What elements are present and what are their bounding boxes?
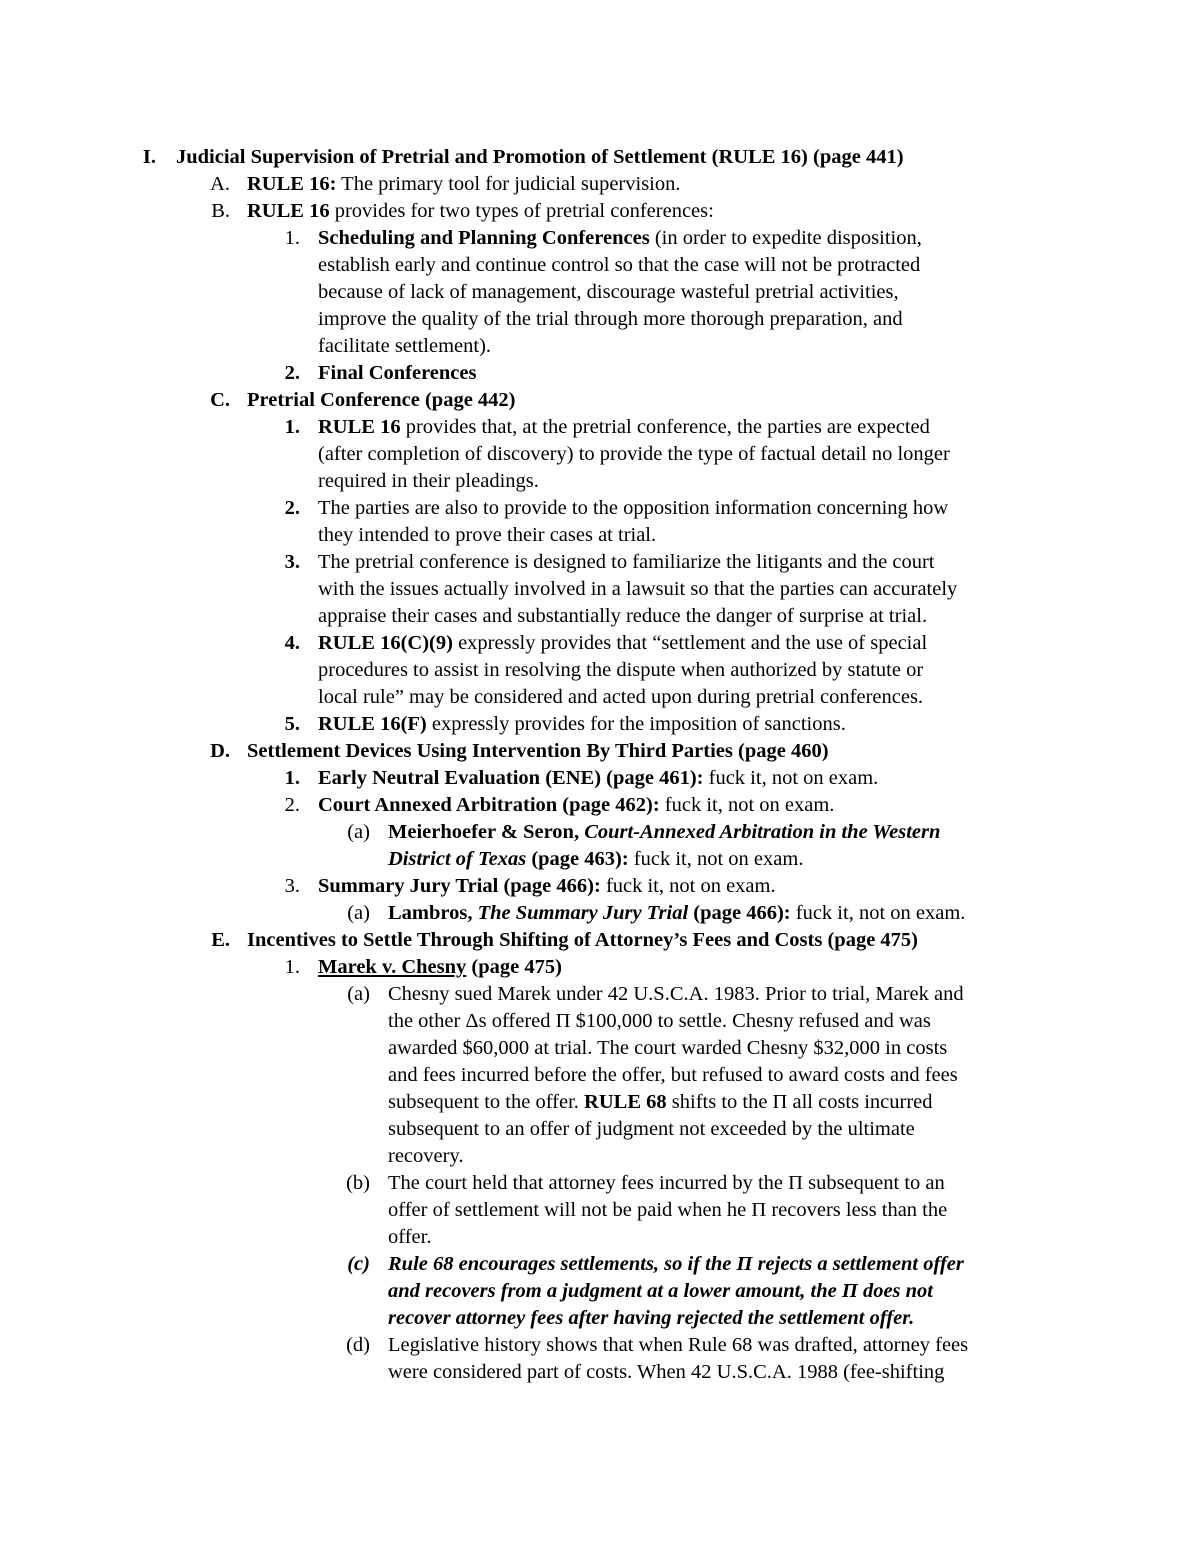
item-B1-line: because of lack of management, discourage wasteful pretrial activities, xyxy=(318,281,899,303)
item-D2a-line: District of Texas (page 463): fuck it, not on exam. xyxy=(388,848,804,870)
item-C3-line: appraise their cases and substantially reduce the danger of surprise at trial. xyxy=(318,605,928,627)
section-C-heading: Pretrial Conference (page 442) xyxy=(247,389,516,411)
item-D2-line: Court Annexed Arbitration (page 462): fuck it, not on exam. xyxy=(318,794,835,816)
item-C4-line: RULE 16(C)(9) expressly provides that “settlement and the use of special xyxy=(318,632,928,654)
item-E1d-line: Legislative history shows that when Rule 68 was drafted, attorney fees xyxy=(388,1334,969,1356)
item-C1-line: (after completion of discovery) to provide the type of factual detail no longer xyxy=(318,443,950,465)
item-D3-line: Summary Jury Trial (page 466): fuck it, not on exam. xyxy=(318,875,776,897)
item-B2-label: 2. xyxy=(284,362,300,384)
item-D1-line: Early Neutral Evaluation (ENE) (page 461): fuck it, not on exam. xyxy=(318,767,879,789)
section-E-label: E. xyxy=(211,929,230,951)
item-E1c-line: Rule 68 encourages settlements, so if the Π rejects a settlement offer xyxy=(388,1253,964,1275)
item-E1a-line: Chesny sued Marek under 42 U.S.C.A. 1983. Prior to trial, Marek and xyxy=(388,983,964,1005)
item-D3-label: 3. xyxy=(284,875,300,897)
item-C2-label: 2. xyxy=(284,497,300,519)
item-C5-label: 5. xyxy=(284,713,300,735)
item-B1-line: improve the quality of the trial through more thorough preparation, and xyxy=(318,308,903,330)
section-I-heading: Judicial Supervision of Pretrial and Promotion of Settlement (RULE 16) (page 441) xyxy=(176,146,904,168)
item-D2a-label: (a) xyxy=(347,821,370,843)
item-E1b-line: offer. xyxy=(388,1226,432,1248)
item-E1-line: Marek v. Chesny (page 475) xyxy=(318,956,562,978)
item-C1-label: 1. xyxy=(284,416,300,438)
item-D2a-line: Meierhoefer & Seron, Court-Annexed Arbitration in the Western xyxy=(388,821,941,843)
section-B-text: RULE 16 provides for two types of pretrial conferences: xyxy=(247,200,714,222)
section-C-label: C. xyxy=(210,389,230,411)
section-A-text: RULE 16: The primary tool for judicial supervision. xyxy=(247,173,681,195)
item-C1-line: required in their pleadings. xyxy=(318,470,539,492)
item-E1c-line: recover attorney fees after having rejected the settlement offer. xyxy=(388,1307,915,1329)
item-C3-line: The pretrial conference is designed to familiarize the litigants and the court xyxy=(318,551,935,573)
section-B-label: B. xyxy=(211,200,230,222)
item-D1-label: 1. xyxy=(284,767,300,789)
item-C4-line: procedures to assist in resolving the dispute when authorized by statute or xyxy=(318,659,924,681)
item-C3-line: with the issues actually involved in a lawsuit so that the parties can accurately xyxy=(318,578,958,600)
item-E1a-line: awarded $60,000 at trial. The court warded Chesny $32,000 in costs xyxy=(388,1037,948,1059)
item-C1-line: RULE 16 provides that, at the pretrial conference, the parties are expected xyxy=(318,416,930,438)
item-E1a-line: recovery. xyxy=(388,1145,464,1167)
item-B1-line: facilitate settlement). xyxy=(318,335,492,357)
item-E1a-line: subsequent to the offer. RULE 68 shifts to the Π all costs incurred xyxy=(388,1091,933,1113)
item-D3a-label: (a) xyxy=(347,902,370,924)
item-D2-label: 2. xyxy=(284,794,300,816)
item-E1d-line: were considered part of costs. When 42 U.S.C.A. 1988 (fee-shifting xyxy=(388,1361,945,1383)
item-E1b-line: The court held that attorney fees incurred by the Π subsequent to an xyxy=(388,1172,945,1194)
item-E1a-line: subsequent to an offer of judgment not exceeded by the ultimate xyxy=(388,1118,915,1140)
item-D3a-line: Lambros, The Summary Jury Trial (page 466): fuck it, not on exam. xyxy=(388,902,966,924)
item-B2-text: Final Conferences xyxy=(318,362,477,384)
item-E1b-label: (b) xyxy=(346,1172,370,1194)
item-B1-label: 1. xyxy=(284,227,300,249)
item-C3-label: 3. xyxy=(284,551,300,573)
item-C2-line: The parties are also to provide to the opposition information concerning how xyxy=(318,497,949,519)
item-E1a-label: (a) xyxy=(347,983,370,1005)
item-E1a-line: and fees incurred before the offer, but refused to award costs and fees xyxy=(388,1064,958,1086)
item-C5-line: RULE 16(F) expressly provides for the imposition of sanctions. xyxy=(318,713,846,735)
case-name: Marek v. Chesny xyxy=(318,956,467,978)
section-D-heading: Settlement Devices Using Intervention By Third Parties (page 460) xyxy=(247,740,829,762)
item-B1-line: Scheduling and Planning Conferences (in order to expedite disposition, xyxy=(318,227,922,249)
section-E-heading: Incentives to Settle Through Shifting of Attorney’s Fees and Costs (page 475) xyxy=(247,929,918,951)
item-E1c-line: and recovers from a judgment at a lower amount, the Π does not xyxy=(388,1280,933,1302)
item-C2-line: they intended to prove their cases at trial. xyxy=(318,524,657,546)
item-E1b-line: offer of settlement will not be paid when he Π recovers less than the xyxy=(388,1199,948,1221)
item-E1a-line: the other Δs offered Π $100,000 to settle. Chesny refused and was xyxy=(388,1010,931,1032)
section-D-label: D. xyxy=(210,740,230,762)
item-C4-label: 4. xyxy=(284,632,300,654)
item-E1c-label: (c) xyxy=(347,1253,370,1275)
item-C4-line: local rule” may be considered and acted upon during pretrial conferences. xyxy=(318,686,924,708)
section-A-label: A. xyxy=(210,173,230,195)
item-E1d-label: (d) xyxy=(346,1334,370,1356)
item-B1-line: establish early and continue control so that the case will not be protracted xyxy=(318,254,921,276)
item-E1-label: 1. xyxy=(284,956,300,978)
section-I-label: I. xyxy=(142,146,156,168)
